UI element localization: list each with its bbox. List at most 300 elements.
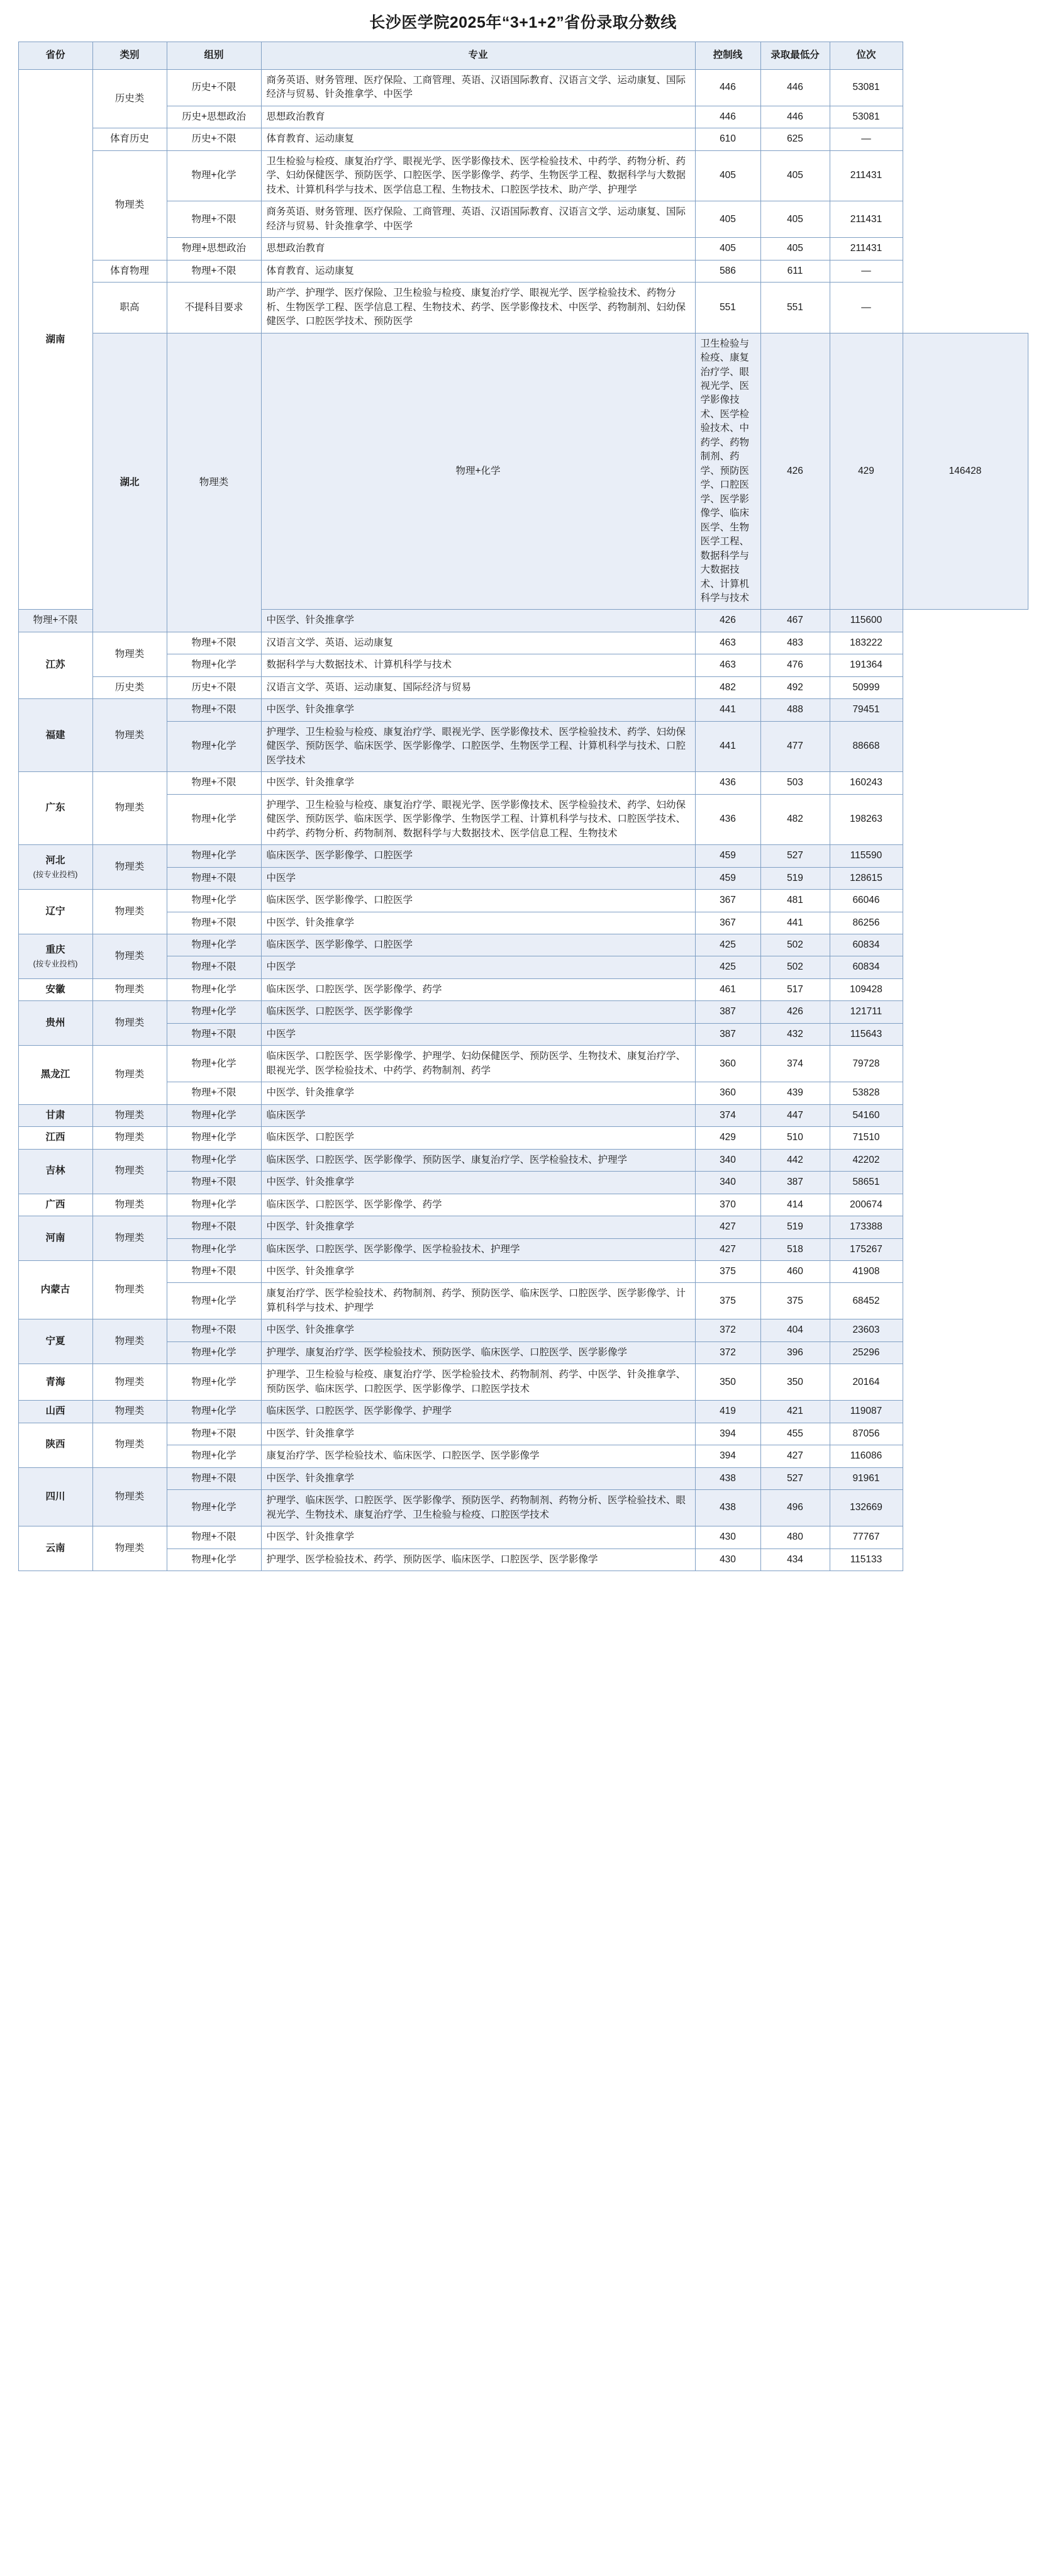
cell-category: 物理类	[92, 1046, 167, 1104]
cell-category: 物理类	[92, 1194, 167, 1216]
cell-rank: 54160	[830, 1104, 903, 1126]
cell-control-line: 426	[695, 610, 760, 632]
cell-majors: 护理学、医学检验技术、药学、预防医学、临床医学、口腔医学、医学影像学	[261, 1548, 695, 1571]
table-row	[18, 956, 1028, 978]
cell-majors: 临床医学、口腔医学、医学影像学、护理学	[261, 1401, 695, 1423]
col-rank: 位次	[830, 42, 903, 70]
cell-majors: 卫生检验与检疫、康复治疗学、眼视光学、医学影像技术、医学检验技术、中药学、药物分析、药学、妇幼保健医学、预防医学、口腔医学、医学影像学、药学、生物医学工程、数据科学与大数据技术、计算机科学与技术、医学信息工程、生物技术、口腔医学技术、助产学、护理学	[261, 150, 695, 201]
cell-group: 历史+思想政治	[167, 106, 261, 128]
cell-group: 历史+不限	[167, 70, 261, 106]
cell-category: 体育物理	[92, 260, 167, 282]
cell-majors: 中医学、针灸推拿学	[261, 1261, 695, 1283]
cell-majors: 中医学、针灸推拿学	[261, 1319, 695, 1341]
cell-rank: 160243	[830, 772, 903, 794]
cell-majors: 中医学、针灸推拿学	[261, 699, 695, 721]
cell-group: 物理+不限	[18, 610, 92, 632]
cell-control-line: 405	[695, 238, 760, 260]
cell-group: 物理+化学	[167, 1548, 261, 1571]
cell-rank: 23603	[830, 1319, 903, 1341]
cell-province: 湖南	[18, 70, 92, 610]
cell-rank: 115643	[830, 1023, 903, 1045]
cell-category: 物理类	[92, 772, 167, 845]
cell-control-line: 372	[695, 1319, 760, 1341]
cell-province: 宁夏	[18, 1319, 92, 1364]
cell-province: 辽宁	[18, 890, 92, 934]
cell-province: 内蒙古	[18, 1261, 92, 1319]
cell-rank: 53828	[830, 1082, 903, 1104]
col-category: 类别	[92, 42, 167, 70]
cell-control-line: 427	[695, 1216, 760, 1238]
cell-majors: 护理学、康复治疗学、医学检验技术、预防医学、临床医学、口腔医学、医学影像学	[261, 1341, 695, 1364]
cell-province: 重庆 (按专业投档)	[18, 934, 92, 978]
table-row	[18, 1445, 1028, 1467]
cell-rank: 60834	[830, 956, 903, 978]
cell-rank: —	[830, 128, 903, 150]
table-row	[18, 1526, 1028, 1548]
cell-group: 历史+不限	[167, 128, 261, 150]
cell-min-score: 446	[760, 106, 830, 128]
cell-min-score: 527	[760, 1467, 830, 1489]
table-row	[18, 238, 1028, 260]
cell-majors: 护理学、卫生检验与检疫、康复治疗学、医学检验技术、药物制剂、药学、中医学、针灸推拿学、预防医学、临床医学、口腔医学、医学影像学、口腔医学技术	[261, 1364, 695, 1401]
cell-group: 物理+化学	[167, 845, 261, 867]
cell-rank: 58651	[830, 1172, 903, 1194]
cell-rank: 25296	[830, 1341, 903, 1364]
cell-category: 物理类	[92, 1149, 167, 1194]
cell-rank: 68452	[830, 1283, 903, 1319]
cell-majors: 护理学、临床医学、口腔医学、医学影像学、预防医学、药物制剂、药物分析、医学检验技术、眼视光学、生物技术、康复治疗学、卫生检验与检疫、口腔医学技术	[261, 1490, 695, 1526]
cell-min-score: 518	[760, 1238, 830, 1260]
cell-control-line: 370	[695, 1194, 760, 1216]
cell-rank: 128615	[830, 867, 903, 889]
cell-group: 物理+化学	[167, 1194, 261, 1216]
cell-min-score: 396	[760, 1341, 830, 1364]
cell-province: 甘肃	[18, 1104, 92, 1126]
cell-rank: 86256	[830, 912, 903, 934]
table-row	[18, 1194, 1028, 1216]
cell-control-line: 459	[695, 867, 760, 889]
cell-control-line: 441	[695, 721, 760, 771]
cell-category: 历史类	[92, 676, 167, 698]
cell-group: 物理+不限	[167, 699, 261, 721]
cell-min-score: 447	[760, 1104, 830, 1126]
cell-min-score: 482	[760, 794, 830, 844]
cell-group: 物理+化学	[167, 978, 261, 1000]
cell-group: 物理+化学	[167, 890, 261, 912]
cell-control-line: 387	[695, 1001, 760, 1023]
cell-group: 物理+化学	[167, 1283, 261, 1319]
cell-control-line: 430	[695, 1548, 760, 1571]
cell-control-line: 419	[695, 1401, 760, 1423]
cell-min-score: 460	[760, 1261, 830, 1283]
cell-category: 物理类	[92, 1261, 167, 1319]
cell-rank: 175267	[830, 1238, 903, 1260]
table-row	[18, 632, 1028, 654]
cell-group: 物理+不限	[167, 201, 261, 238]
cell-control-line: 482	[695, 676, 760, 698]
cell-rank: 198263	[830, 794, 903, 844]
cell-category: 物理类	[92, 934, 167, 978]
cell-category: 物理类	[167, 333, 261, 632]
table-row	[18, 128, 1028, 150]
cell-category: 物理类	[92, 1319, 167, 1364]
cell-group: 物理+不限	[167, 1216, 261, 1238]
cell-majors: 临床医学、口腔医学、医学影像学、药学	[261, 978, 695, 1000]
table-row	[18, 978, 1028, 1000]
cell-min-score: 421	[760, 1401, 830, 1423]
cell-control-line: 446	[695, 106, 760, 128]
cell-rank: —	[830, 283, 903, 333]
cell-category: 物理类	[92, 632, 167, 676]
cell-min-score: 519	[760, 867, 830, 889]
cell-min-score: 441	[760, 912, 830, 934]
col-province: 省份	[18, 42, 92, 70]
cell-min-score: 405	[760, 201, 830, 238]
cell-group: 物理+化学	[167, 1238, 261, 1260]
cell-control-line: 372	[695, 1341, 760, 1364]
cell-rank: 91961	[830, 1467, 903, 1489]
cell-group: 物理+化学	[167, 1104, 261, 1126]
cell-category: 物理类	[92, 1467, 167, 1526]
cell-category: 历史类	[92, 70, 167, 128]
cell-category: 物理类	[92, 1364, 167, 1401]
cell-rank: 173388	[830, 1216, 903, 1238]
table-body	[18, 70, 1028, 1571]
table-row	[18, 1172, 1028, 1194]
cell-control-line: 394	[695, 1423, 760, 1445]
cell-group: 物理+不限	[167, 956, 261, 978]
cell-min-score: 426	[760, 1001, 830, 1023]
cell-control-line: 387	[695, 1023, 760, 1045]
table-row	[18, 1401, 1028, 1423]
cell-control-line: 360	[695, 1046, 760, 1082]
cell-province: 福建	[18, 699, 92, 772]
cell-rank: 116086	[830, 1445, 903, 1467]
cell-category: 物理类	[92, 1001, 167, 1046]
cell-group: 历史+不限	[167, 676, 261, 698]
cell-rank: 79451	[830, 699, 903, 721]
cell-group: 物理+化学	[167, 1401, 261, 1423]
cell-majors: 中医学、针灸推拿学	[261, 912, 695, 934]
table-row	[18, 1319, 1028, 1341]
cell-majors: 中医学、针灸推拿学	[261, 1526, 695, 1548]
cell-control-line: 430	[695, 1526, 760, 1548]
cell-min-score: 517	[760, 978, 830, 1000]
cell-group: 物理+化学	[167, 1364, 261, 1401]
cell-min-score: 625	[760, 128, 830, 150]
cell-majors: 汉语言文学、英语、运动康复	[261, 632, 695, 654]
cell-control-line: 367	[695, 890, 760, 912]
table-row	[18, 70, 1028, 106]
cell-control-line: 463	[695, 632, 760, 654]
table-row	[18, 1082, 1028, 1104]
cell-province: 广东	[18, 772, 92, 845]
cell-min-score: 611	[760, 260, 830, 282]
table-row	[18, 333, 1028, 610]
cell-control-line: 340	[695, 1149, 760, 1171]
cell-control-line: 551	[695, 283, 760, 333]
cell-province: 青海	[18, 1364, 92, 1401]
cell-min-score: 432	[760, 1023, 830, 1045]
cell-majors: 中医学、针灸推拿学	[261, 1467, 695, 1489]
cell-min-score: 480	[760, 1526, 830, 1548]
cell-min-score: 387	[760, 1172, 830, 1194]
cell-control-line: 425	[695, 934, 760, 956]
cell-group: 物理+化学	[167, 1445, 261, 1467]
table-row	[18, 654, 1028, 676]
cell-rank: 191364	[830, 654, 903, 676]
table-row	[18, 1238, 1028, 1260]
cell-min-score: 496	[760, 1490, 830, 1526]
cell-min-score: 405	[760, 150, 830, 201]
cell-group: 物理+不限	[167, 632, 261, 654]
table-row	[18, 1104, 1028, 1126]
cell-group: 物理+化学	[167, 794, 261, 844]
table-row	[18, 1364, 1028, 1401]
cell-majors: 商务英语、财务管理、医疗保险、工商管理、英语、汉语国际教育、汉语言文学、运动康复、国际经济与贸易、针灸推拿学、中医学	[261, 201, 695, 238]
cell-rank: 132669	[830, 1490, 903, 1526]
cell-min-score: 502	[760, 956, 830, 978]
cell-group: 物理+化学	[167, 1046, 261, 1082]
cell-rank: 200674	[830, 1194, 903, 1216]
cell-min-score: 551	[760, 283, 830, 333]
cell-min-score: 481	[760, 890, 830, 912]
cell-majors: 中医学、针灸推拿学	[261, 1082, 695, 1104]
cell-min-score: 476	[760, 654, 830, 676]
cell-group: 物理+思想政治	[167, 238, 261, 260]
table-row	[18, 845, 1028, 867]
cell-min-score: 455	[760, 1423, 830, 1445]
col-min-score: 录取最低分	[760, 42, 830, 70]
cell-rank: 115590	[830, 845, 903, 867]
cell-min-score: 414	[760, 1194, 830, 1216]
cell-majors: 中医学	[261, 867, 695, 889]
cell-province: 山西	[18, 1401, 92, 1423]
cell-majors: 护理学、卫生检验与检疫、康复治疗学、眼视光学、医学影像技术、医学检验技术、药学、妇幼保健医学、预防医学、临床医学、医学影像学、口腔医学、生物医学工程、计算机科学与技术、口腔医学技术	[261, 721, 695, 771]
cell-min-score: 427	[760, 1445, 830, 1467]
cell-control-line: 438	[695, 1490, 760, 1526]
cell-category: 物理类	[92, 1127, 167, 1149]
cell-rank: 109428	[830, 978, 903, 1000]
table-row	[18, 867, 1028, 889]
col-group: 组别	[167, 42, 261, 70]
table-header	[18, 42, 1028, 70]
cell-group: 物理+不限	[167, 1467, 261, 1489]
cell-control-line: 340	[695, 1172, 760, 1194]
cell-min-score: 467	[760, 610, 830, 632]
table-row	[18, 283, 1028, 333]
cell-group: 物理+不限	[167, 772, 261, 794]
cell-rank: 53081	[830, 70, 903, 106]
cell-min-score: 477	[760, 721, 830, 771]
cell-group: 物理+不限	[167, 1261, 261, 1283]
cell-majors: 中医学、针灸推拿学	[261, 1423, 695, 1445]
cell-rank: 87056	[830, 1423, 903, 1445]
table-row	[18, 794, 1028, 844]
cell-category: 物理类	[92, 699, 167, 772]
table-row	[18, 721, 1028, 771]
cell-majors: 护理学、卫生检验与检疫、康复治疗学、眼视光学、医学影像技术、医学检验技术、药学、妇幼保健医学、预防医学、临床医学、医学影像学、生物医学工程、计算机科学与技术、口腔医学技术、中药学、药物分析、药物制剂、数据科学与大数据技术、医学信息工程、生物技术	[261, 794, 695, 844]
cell-control-line: 427	[695, 1238, 760, 1260]
cell-min-score: 483	[760, 632, 830, 654]
table-row	[18, 1001, 1028, 1023]
cell-control-line: 441	[695, 699, 760, 721]
cell-majors: 临床医学、医学影像学、口腔医学	[261, 934, 695, 956]
cell-majors: 卫生检验与检疫、康复治疗学、眼视光学、医学影像技术、医学检验技术、中药学、药物制剂、药学、预防医学、口腔医学、医学影像学、临床医学、生物医学工程、数据科学与大数据技术、计算机科学与技术	[695, 333, 760, 610]
cell-min-score: 527	[760, 845, 830, 867]
table-row	[18, 1127, 1028, 1149]
table-row	[18, 1023, 1028, 1045]
cell-rank: 183222	[830, 632, 903, 654]
cell-group: 物理+化学	[167, 721, 261, 771]
cell-majors: 临床医学	[261, 1104, 695, 1126]
cell-rank: 60834	[830, 934, 903, 956]
cell-province: 黑龙江	[18, 1046, 92, 1104]
cell-group: 物理+不限	[167, 867, 261, 889]
cell-control-line: 426	[760, 333, 830, 610]
cell-category: 物理类	[92, 845, 167, 890]
cell-majors: 中医学、针灸推拿学	[261, 610, 695, 632]
cell-majors: 临床医学、口腔医学、医学影像学、药学	[261, 1194, 695, 1216]
cell-min-score: 503	[760, 772, 830, 794]
cell-category: 物理类	[92, 150, 167, 260]
cell-province: 陕西	[18, 1423, 92, 1467]
table-row	[18, 1216, 1028, 1238]
cell-control-line: 429	[695, 1127, 760, 1149]
cell-control-line: 375	[695, 1283, 760, 1319]
table-row	[18, 1467, 1028, 1489]
cell-majors: 数据科学与大数据技术、计算机科学与技术	[261, 654, 695, 676]
header-row	[18, 42, 1028, 70]
cell-majors: 临床医学、口腔医学、医学影像学、医学检验技术、护理学	[261, 1238, 695, 1260]
col-major: 专业	[261, 42, 695, 70]
table-row	[18, 1341, 1028, 1364]
cell-rank: 88668	[830, 721, 903, 771]
cell-group: 物理+不限	[167, 1172, 261, 1194]
cell-control-line: 436	[695, 794, 760, 844]
table-row	[18, 934, 1028, 956]
cell-min-score: 488	[760, 699, 830, 721]
cell-rank: 53081	[830, 106, 903, 128]
table-row	[18, 699, 1028, 721]
cell-group: 不提科目要求	[167, 283, 261, 333]
cell-min-score: 502	[760, 934, 830, 956]
table-row	[18, 1423, 1028, 1445]
cell-group: 物理+化学	[167, 150, 261, 201]
cell-group: 物理+化学	[167, 1490, 261, 1526]
cell-majors: 思想政治教育	[261, 238, 695, 260]
cell-control-line: 375	[695, 1261, 760, 1283]
cell-province: 江苏	[18, 632, 92, 698]
cell-control-line: 405	[695, 150, 760, 201]
page-title: 长沙医学院2025年“3+1+2”省份录取分数线	[369, 14, 677, 31]
cell-min-score: 510	[760, 1127, 830, 1149]
cell-control-line: 350	[695, 1364, 760, 1401]
cell-province: 湖北	[92, 333, 167, 632]
cell-majors: 康复治疗学、医学检验技术、临床医学、口腔医学、医学影像学	[261, 1445, 695, 1467]
cell-control-line: 461	[695, 978, 760, 1000]
cell-control-line: 610	[695, 128, 760, 150]
cell-group: 物理+不限	[167, 1319, 261, 1341]
table-row	[18, 260, 1028, 282]
cell-province: 江西	[18, 1127, 92, 1149]
cell-rank: 119087	[830, 1401, 903, 1423]
cell-rank: 121711	[830, 1001, 903, 1023]
cell-control-line: 405	[695, 201, 760, 238]
cell-rank: 50999	[830, 676, 903, 698]
cell-province-note: (按专业投档)	[33, 870, 78, 880]
cell-majors: 临床医学、口腔医学、医学影像学、护理学、妇幼保健医学、预防医学、生物技术、康复治疗学、眼视光学、医学检验技术、中药学、药物制剂、药学	[261, 1046, 695, 1082]
cell-min-score: 405	[760, 238, 830, 260]
cell-control-line: 438	[695, 1467, 760, 1489]
table-row	[18, 1548, 1028, 1571]
cell-group: 物理+化学	[167, 654, 261, 676]
cell-category: 职高	[92, 283, 167, 333]
cell-majors: 中医学	[261, 1023, 695, 1045]
cell-category: 物理类	[92, 1216, 167, 1261]
cell-province: 四川	[18, 1467, 92, 1526]
col-control-line: 控制线	[695, 42, 760, 70]
cell-province: 安徽	[18, 978, 92, 1000]
cell-province: 云南	[18, 1526, 92, 1571]
table-row	[18, 1261, 1028, 1283]
cell-majors: 体育教育、运动康复	[261, 260, 695, 282]
cell-group: 物理+化学	[167, 1127, 261, 1149]
cell-province: 吉林	[18, 1149, 92, 1194]
cell-majors: 临床医学、医学影像学、口腔医学	[261, 890, 695, 912]
cell-min-score: 434	[760, 1548, 830, 1571]
cell-control-line: 394	[695, 1445, 760, 1467]
table-row	[18, 1046, 1028, 1082]
table-row	[18, 772, 1028, 794]
cell-min-score: 439	[760, 1082, 830, 1104]
cell-majors: 中医学、针灸推拿学	[261, 772, 695, 794]
cell-group: 物理+化学	[167, 1001, 261, 1023]
cell-category: 物理类	[92, 890, 167, 934]
cell-majors: 中医学、针灸推拿学	[261, 1216, 695, 1238]
table-row	[18, 106, 1028, 128]
cell-majors: 临床医学、医学影像学、口腔医学	[261, 845, 695, 867]
cell-rank: 211431	[830, 238, 903, 260]
cell-province: 贵州	[18, 1001, 92, 1046]
cell-group: 物理+不限	[167, 1082, 261, 1104]
cell-majors: 思想政治教育	[261, 106, 695, 128]
cell-category: 物理类	[92, 1401, 167, 1423]
cell-rank: 71510	[830, 1127, 903, 1149]
cell-min-score: 404	[760, 1319, 830, 1341]
cell-min-score: 350	[760, 1364, 830, 1401]
cell-majors: 中医学	[261, 956, 695, 978]
cell-rank: 66046	[830, 890, 903, 912]
cell-majors: 临床医学、口腔医学、医学影像学、预防医学、康复治疗学、医学检验技术、护理学	[261, 1149, 695, 1171]
cell-majors: 临床医学、口腔医学	[261, 1127, 695, 1149]
cell-group: 物理+化学	[167, 1149, 261, 1171]
cell-rank: —	[830, 260, 903, 282]
cell-group: 物理+不限	[167, 912, 261, 934]
cell-category: 体育历史	[92, 128, 167, 150]
cell-category: 物理类	[92, 1526, 167, 1571]
cell-group: 物理+不限	[167, 1023, 261, 1045]
cell-category: 物理类	[92, 978, 167, 1000]
cell-control-line: 463	[695, 654, 760, 676]
cell-majors: 商务英语、财务管理、医疗保险、工商管理、英语、汉语国际教育、汉语言文学、运动康复、国际经济与贸易、针灸推拿学、中医学	[261, 70, 695, 106]
cell-group: 物理+不限	[167, 1423, 261, 1445]
cell-min-score: 374	[760, 1046, 830, 1082]
cell-rank: 79728	[830, 1046, 903, 1082]
cell-category: 物理类	[92, 1104, 167, 1126]
cell-province: 河南	[18, 1216, 92, 1261]
cell-min-score: 442	[760, 1149, 830, 1171]
